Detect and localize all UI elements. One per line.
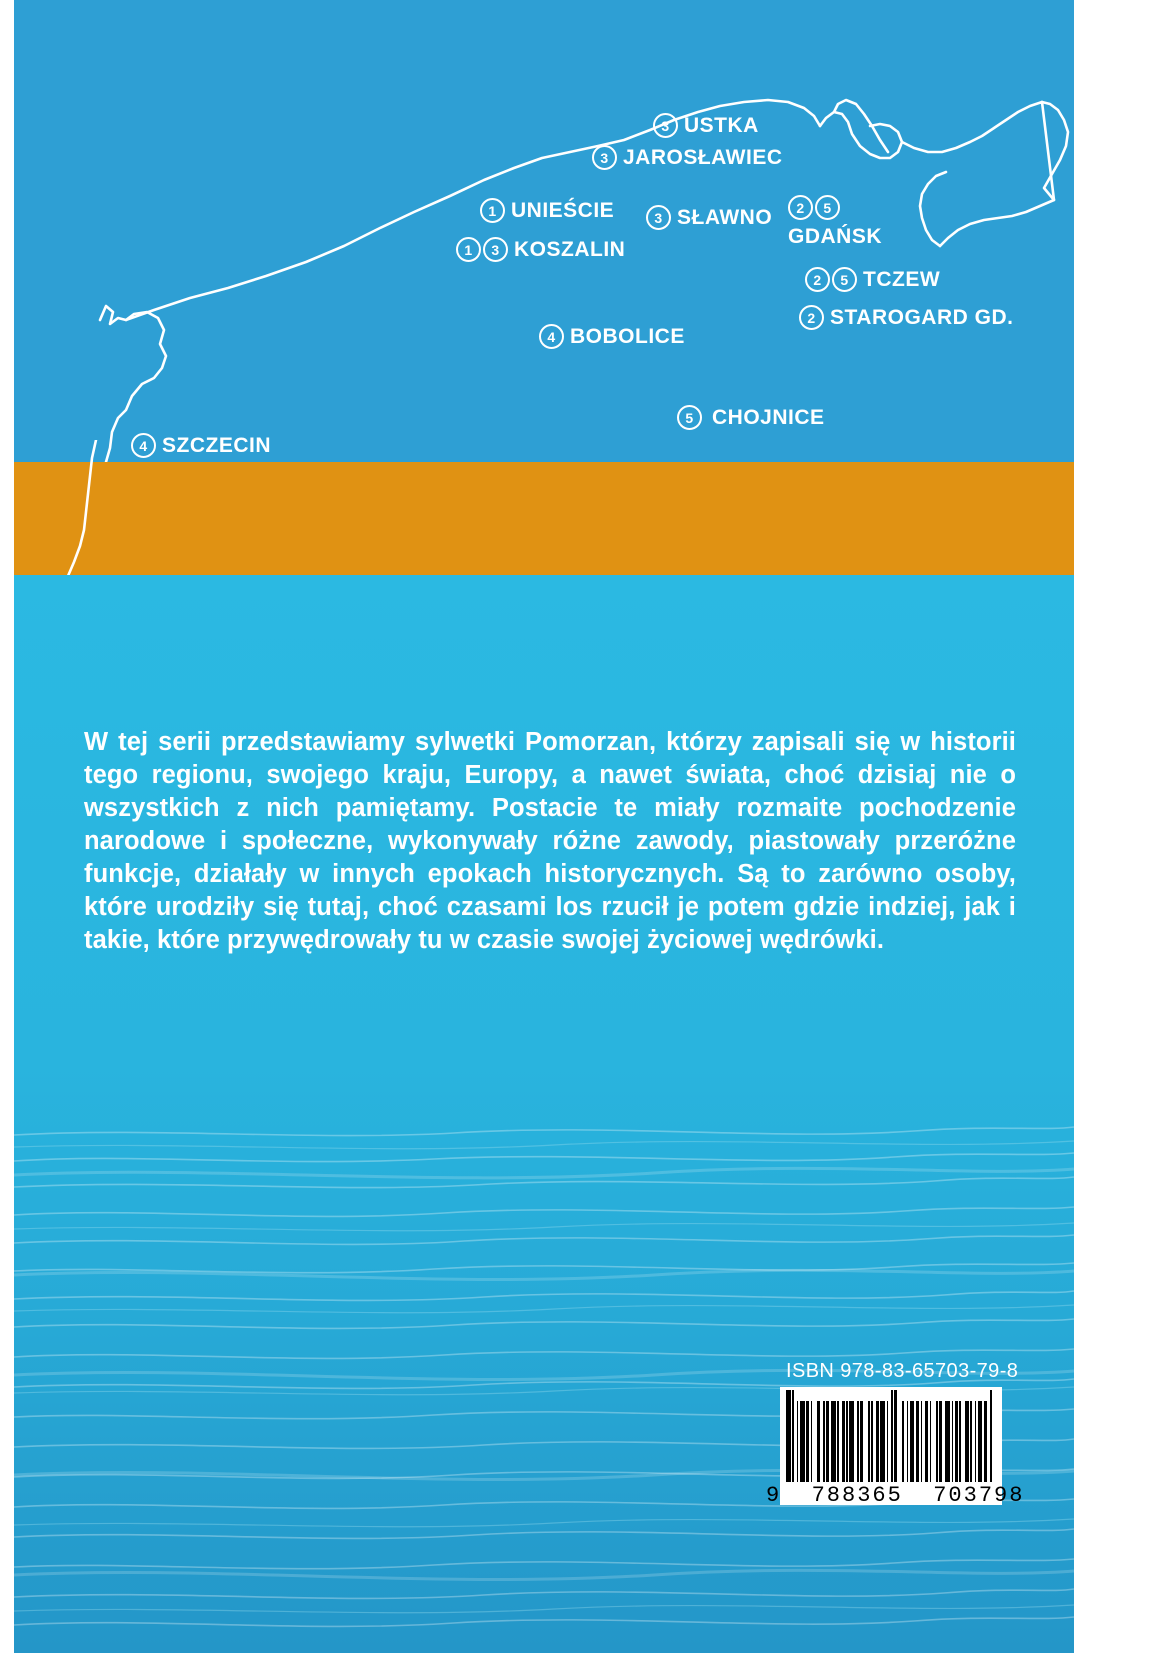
city-number: 5 bbox=[815, 195, 840, 220]
city-number: 2 bbox=[788, 195, 813, 220]
city-label: SŁAWNO bbox=[677, 206, 773, 229]
city-gdansk bbox=[788, 195, 908, 247]
city-koszalin bbox=[456, 237, 625, 262]
city-label: BOBOLICE bbox=[570, 325, 685, 348]
city-label: JAROSŁAWIEC bbox=[623, 146, 783, 169]
city-number: 3 bbox=[483, 237, 508, 262]
city-number: 4 bbox=[539, 324, 564, 349]
blurb-text: W tej serii przedstawiamy sylwetki Pomorzan, którzy zapisali się w historii tego regionu, swojego kraju, Europy, a nawet świata, choć dzisiaj nie o wszystkich z nich pamiętamy. Postacie te miały rozmaite pochodzenie narodowe i społeczne, wykonywały różne zawody, piastowały przeróżne funkcje, działały w innych epokach historycznych. Są to zarówno osoby, które urodziły się tutaj, choć czasami los rzucił je potem gdzie indziej, jak i takie, które przywędrowały tu w czasie swojej życiowej wędrówki. bbox=[84, 727, 1016, 954]
city-label: KOSZALIN bbox=[514, 238, 626, 261]
city-label: CHOJNICE bbox=[712, 406, 825, 429]
city-ustka bbox=[653, 113, 759, 138]
poland-coastline-outline bbox=[14, 0, 1074, 462]
city-label: USTKA bbox=[684, 114, 759, 137]
barcode-digits: 9 788365 703798 bbox=[766, 1483, 1025, 1508]
isbn-label: ISBN 978-83-65703-79-8 bbox=[786, 1360, 1019, 1382]
city-number: 3 bbox=[592, 145, 617, 170]
city-number: 2 bbox=[799, 305, 824, 330]
city-uniescie bbox=[480, 198, 614, 223]
city-label: UNIEŚCIE bbox=[511, 199, 615, 222]
barcode bbox=[786, 1390, 998, 1482]
city-number: 5 bbox=[832, 267, 857, 292]
city-chojnice bbox=[677, 405, 825, 430]
city-label: GDAŃSK bbox=[788, 225, 883, 248]
city-jaroslawiec bbox=[592, 145, 783, 170]
city-bobolice bbox=[539, 324, 685, 349]
city-label: SZCZECIN bbox=[162, 434, 271, 457]
city-number: 5 bbox=[677, 405, 702, 430]
city-starogard-gd bbox=[799, 305, 1013, 330]
city-number: 2 bbox=[805, 267, 830, 292]
city-tczew bbox=[805, 267, 940, 292]
city-number: 1 bbox=[480, 198, 505, 223]
city-slawno bbox=[646, 205, 772, 230]
city-label: STAROGARD GD. bbox=[830, 306, 1014, 329]
city-number: 4 bbox=[131, 433, 156, 458]
orange-band bbox=[14, 462, 1074, 575]
city-label: TCZEW bbox=[863, 268, 941, 291]
city-number: 3 bbox=[653, 113, 678, 138]
city-number: 3 bbox=[646, 205, 671, 230]
city-szczecin bbox=[131, 433, 271, 458]
city-number: 1 bbox=[456, 237, 481, 262]
map-band bbox=[14, 0, 1074, 462]
